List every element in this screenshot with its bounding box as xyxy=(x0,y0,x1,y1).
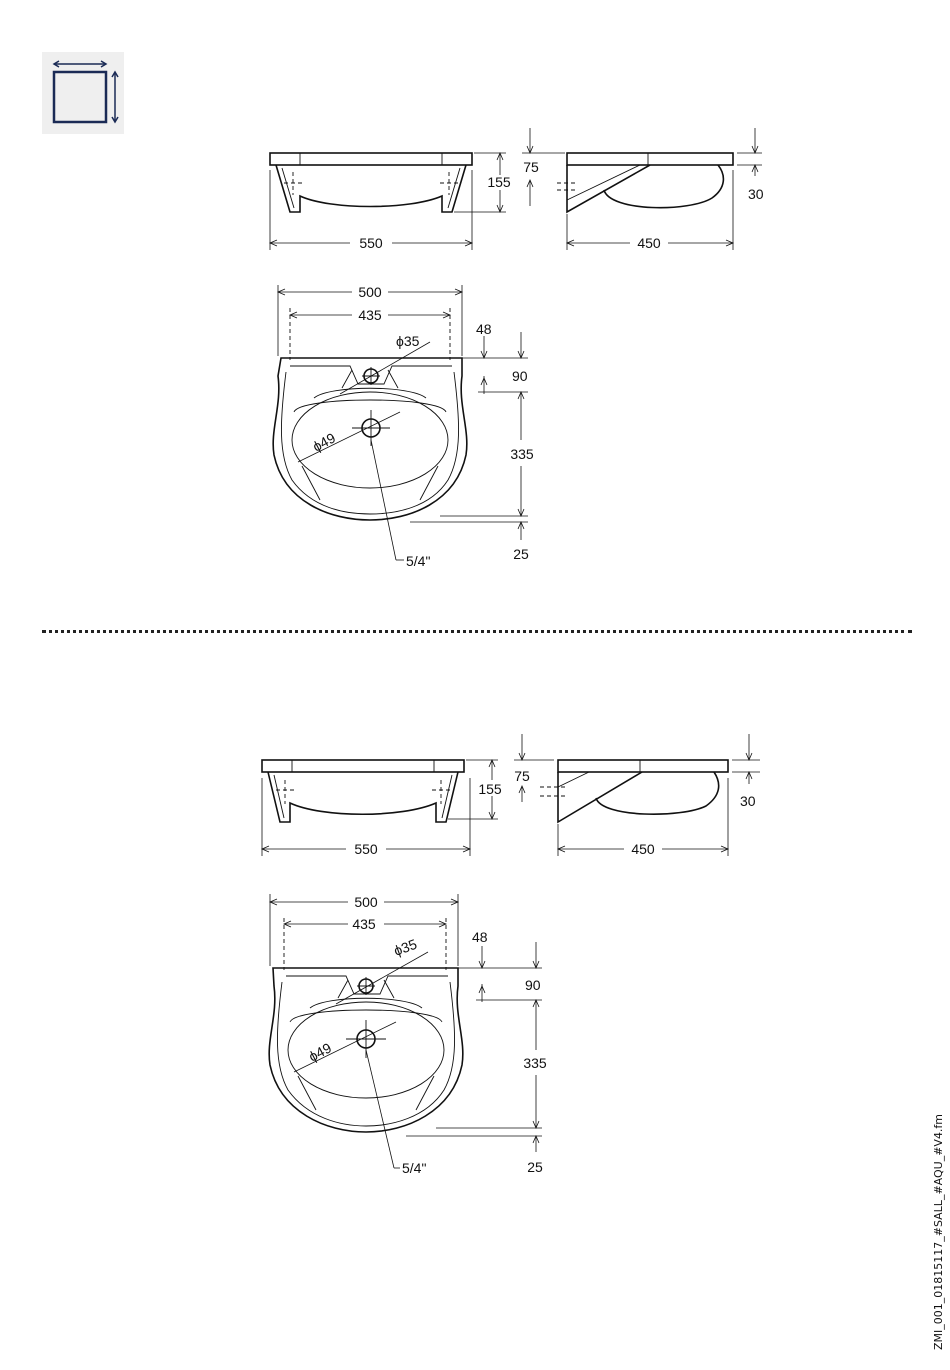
side-view xyxy=(514,734,760,857)
front-view xyxy=(262,760,502,857)
plan-view xyxy=(269,894,547,1176)
front-height-label: 155 xyxy=(487,174,511,190)
drain-hole-label: ϕ49 xyxy=(309,429,339,455)
front-overhang-label: 25 xyxy=(527,1159,543,1175)
bowl-depth-label: 335 xyxy=(523,1055,547,1071)
side-depth-label: 450 xyxy=(631,841,655,857)
side-right-label: 30 xyxy=(740,793,756,809)
bottom-sheet xyxy=(0,620,950,1240)
offset-48-label: 48 xyxy=(472,929,488,945)
front-height-label: 155 xyxy=(478,781,502,797)
front-width-label: 550 xyxy=(359,235,383,251)
offset-90-label: 90 xyxy=(525,977,541,993)
drain-hole-label: ϕ49 xyxy=(305,1039,335,1065)
drain-thread-label: 5/4" xyxy=(402,1160,427,1176)
plan-view xyxy=(273,284,534,569)
plan-inner-width-label: 435 xyxy=(352,916,376,932)
plan-inner-width-label: 435 xyxy=(358,307,382,323)
side-right-label: 30 xyxy=(748,186,764,202)
file-reference: ZMI_001_01815117_#SALL_#AQU_#V4.fm xyxy=(932,1113,945,1350)
bowl-depth-label: 335 xyxy=(510,446,534,462)
offset-90-label: 90 xyxy=(512,368,528,384)
side-view xyxy=(522,128,764,251)
side-top-label: 75 xyxy=(523,159,539,175)
tap-hole-label: ϕ35 xyxy=(391,935,420,959)
front-view xyxy=(270,153,511,251)
front-width-label: 550 xyxy=(354,841,378,857)
side-top-label: 75 xyxy=(514,768,530,784)
drain-thread-label: 5/4" xyxy=(406,553,431,569)
plan-width-label: 500 xyxy=(358,284,382,300)
front-overhang-label: 25 xyxy=(513,546,529,562)
side-depth-label: 450 xyxy=(637,235,661,251)
tap-hole-label: ϕ35 xyxy=(396,333,420,349)
top-sheet xyxy=(0,0,950,620)
plan-width-label: 500 xyxy=(354,894,378,910)
offset-48-label: 48 xyxy=(476,321,492,337)
